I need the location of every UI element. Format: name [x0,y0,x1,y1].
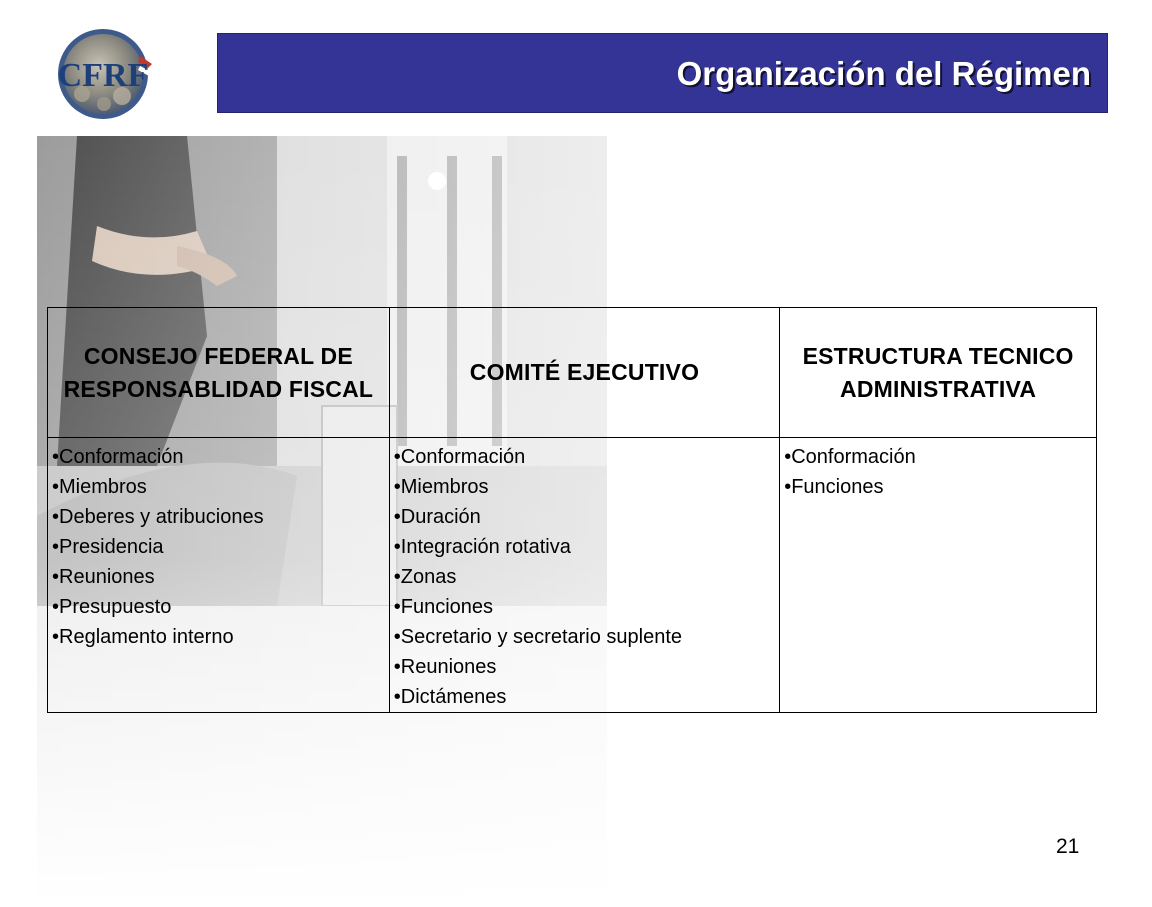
header-comite-ejecutivo: COMITÉ EJECUTIVO [389,308,779,438]
list-item: • Dictámenes [394,682,779,712]
table-header-row [48,308,1097,438]
comite-items-cell [389,438,779,713]
list-item: • Reuniones [394,652,779,682]
logo-lettering: CFRF [57,57,149,94]
slide-title: Organización del Régimen [676,55,1091,92]
comite-items-list [394,442,779,712]
table-body-row [48,438,1097,713]
organization-table [47,307,1097,713]
consejo-items-cell [48,438,390,713]
list-item: • Reglamento interno [52,622,389,652]
list-item: • Funciones [394,592,779,622]
list-item: • Funciones [784,472,1096,502]
estructura-items-list [784,442,1096,502]
page-number: 21 [1056,835,1080,858]
cfrf-logo [52,26,156,122]
list-item: • Conformación [784,442,1096,472]
consejo-items-list [52,442,389,652]
list-item: • Conformación [52,442,389,472]
header-consejo-federal: CONSEJO FEDERAL DE RESPONSABLIDAD FISCAL [48,308,390,438]
list-item: • Presidencia [52,532,389,562]
list-item: • Presupuesto [52,592,389,622]
list-item: • Deberes y atribuciones [52,502,389,532]
list-item: • Miembros [394,472,779,502]
title-bar [217,33,1108,113]
list-item: • Integración rotativa [394,532,779,562]
list-item: • Conformación [394,442,779,472]
list-item: • Miembros [52,472,389,502]
list-item: • Reuniones [52,562,389,592]
header-estructura-tecnico: ESTRUCTURA TECNICO ADMINISTRATIVA [780,308,1097,438]
estructura-items-cell [780,438,1097,713]
list-item: • Secretario y secretario suplente [394,622,779,652]
list-item: • Duración [394,502,779,532]
list-item: • Zonas [394,562,779,592]
